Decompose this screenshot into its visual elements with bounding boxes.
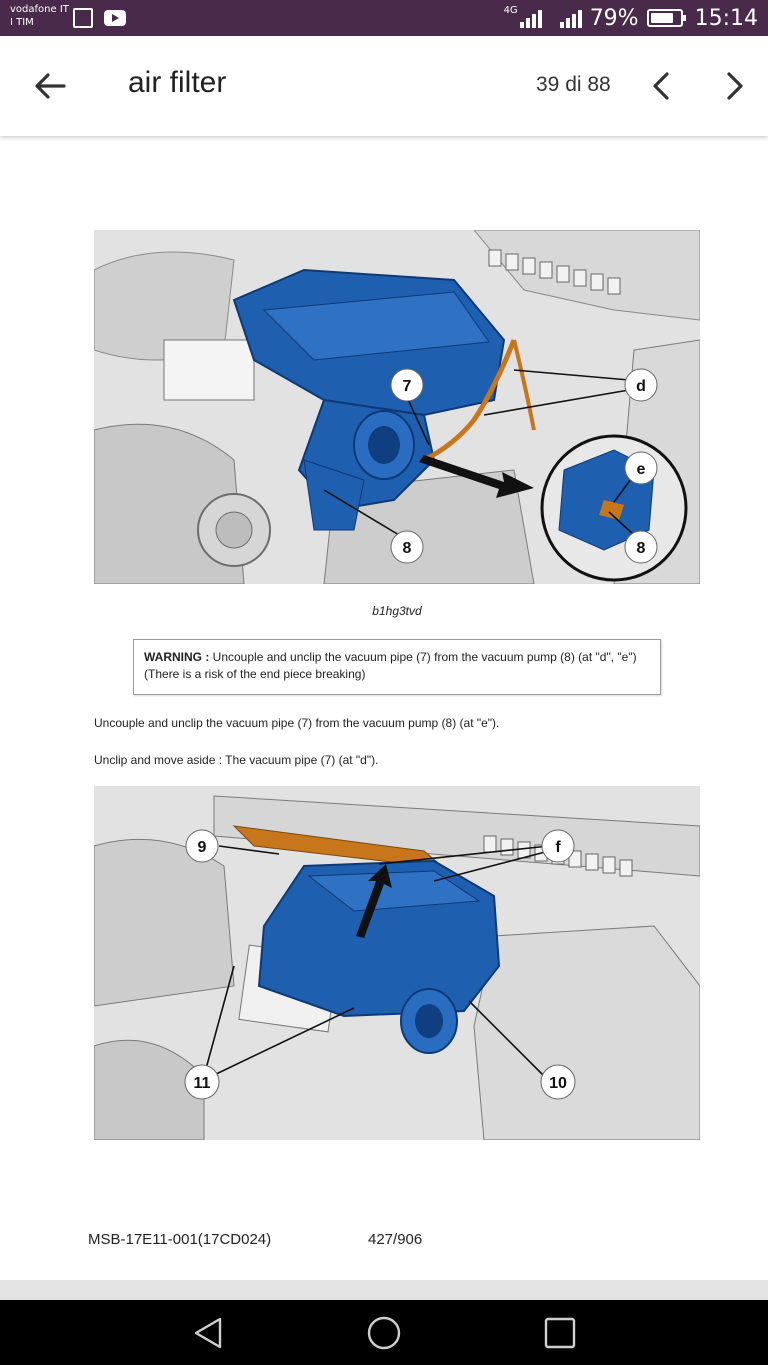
svg-text:8: 8 (636, 540, 646, 557)
clock: 15:14 (694, 5, 758, 31)
callout-8-main (391, 531, 423, 563)
previous-result-button[interactable] (640, 64, 684, 108)
battery-fill (651, 13, 673, 23)
svg-text:9: 9 (197, 839, 207, 856)
instruction-paragraph-2: Unclip and move aside : The vacuum pipe (7) (at "d"). (94, 753, 379, 767)
svg-text:d: d (636, 378, 646, 395)
network-type: 4G (503, 4, 518, 16)
arrow-left-icon (26, 62, 74, 110)
engine-illustration-1 (94, 230, 700, 584)
chevron-right-icon (712, 64, 756, 108)
square-recent-icon (540, 1314, 580, 1352)
nav-home-button[interactable] (364, 1314, 404, 1352)
page-counter: 39 di 88 (536, 73, 611, 96)
document-reference: MSB-17E11-001(17CD024) (88, 1231, 272, 1248)
svg-text:8: 8 (402, 540, 412, 557)
status-bar (0, 0, 768, 36)
chevron-left-icon (640, 64, 684, 108)
warning-box (133, 639, 661, 695)
callout-10 (541, 1065, 575, 1099)
nav-recent-apps-button[interactable] (540, 1314, 580, 1352)
gallery-notification-icon (73, 8, 93, 28)
warning-label: WARNING : (144, 650, 210, 664)
page-title: air filter (128, 66, 227, 99)
instruction-paragraph-1: Uncouple and unclip the vacuum pipe (7) from the vacuum pump (8) (at "e"). (94, 716, 500, 730)
callout-d (625, 369, 657, 401)
battery-percent: 79% (589, 5, 639, 31)
engine-figure-vacuum-pipe (94, 230, 700, 584)
carrier-2: I TIM (10, 17, 34, 28)
next-result-button[interactable] (712, 64, 756, 108)
nav-back-button[interactable] (188, 1314, 228, 1352)
circle-home-icon (364, 1314, 404, 1352)
svg-text:11: 11 (193, 1075, 211, 1092)
app-bar (0, 36, 768, 136)
signal-bars-2-icon (560, 8, 582, 28)
engine-figure-air-filter (94, 786, 700, 1140)
carrier-labels (10, 3, 69, 29)
engine-illustration-2 (94, 786, 700, 1140)
callout-8-detail (625, 531, 657, 563)
triangle-back-icon (188, 1314, 228, 1352)
document-page[interactable] (0, 136, 768, 1280)
figure-caption: b1hg3tvd (372, 604, 422, 618)
page-separator (0, 1280, 768, 1300)
callout-f (542, 830, 574, 862)
svg-text:7: 7 (402, 378, 412, 395)
svg-text:10: 10 (549, 1075, 567, 1092)
svg-text:f: f (555, 839, 561, 856)
callout-e (625, 452, 657, 484)
back-button[interactable] (26, 62, 74, 110)
warning-text: Uncouple and unclip the vacuum pipe (7) from the vacuum pump (8) (at "d", "e") (There is a risk of the end piece breaking) (144, 650, 637, 681)
signal-bars-icon (520, 8, 542, 28)
callout-11 (185, 1065, 219, 1099)
youtube-notification-icon (104, 10, 126, 26)
navigation-bar (0, 1300, 768, 1365)
document-page-number: 427/906 (368, 1231, 423, 1248)
carrier-1: vodafone IT (10, 4, 69, 15)
callout-9 (186, 830, 218, 862)
svg-text:e: e (636, 461, 646, 478)
callout-7 (391, 369, 423, 401)
battery-icon (647, 9, 683, 27)
